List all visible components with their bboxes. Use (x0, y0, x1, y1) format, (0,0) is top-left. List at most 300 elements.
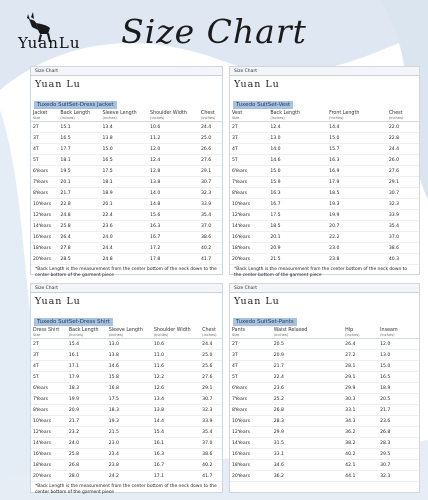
value-cell: 23.6 (272, 383, 343, 394)
table-row (230, 394, 419, 405)
size-cell: 4T (31, 361, 67, 372)
size-cell: 14Years (230, 221, 268, 232)
table-row (230, 361, 419, 372)
value-cell: 23.0 (327, 243, 387, 254)
size-table-panel-vest (229, 66, 420, 278)
panel-brand: Yuan Lu (35, 79, 81, 90)
unit-cell: Size (31, 116, 58, 122)
value-cell: 20.9 (272, 350, 343, 361)
value-cell: 15.0 (378, 361, 419, 372)
value-cell: 33.9 (199, 199, 222, 210)
value-cell: 24.4 (199, 122, 222, 133)
value-cell: 24.2 (107, 471, 152, 482)
size-table-panel-jacket (30, 66, 223, 278)
value-cell: 36.2 (343, 427, 378, 438)
value-cell: 40.2 (343, 449, 378, 460)
value-cell: 28.3 (272, 416, 343, 427)
value-cell: 10.6 (152, 339, 200, 350)
size-cell: 12Years (31, 427, 67, 438)
value-cell: 13.8 (152, 405, 200, 416)
column-header: Waist Relaxed (273, 328, 308, 333)
value-cell: 25.8 (67, 449, 107, 460)
value-cell: 28.1 (343, 361, 378, 372)
size-cell: 3T (230, 133, 268, 144)
table-row (230, 188, 419, 199)
value-cell: 14.6 (107, 361, 152, 372)
value-cell: 18.5 (327, 188, 387, 199)
value-cell: 28.3 (378, 438, 419, 449)
size-cell: 10Years (230, 199, 268, 210)
value-cell: 25.2 (272, 394, 343, 405)
value-cell: 18.5 (268, 221, 327, 232)
value-cell: 15.0 (268, 166, 327, 177)
table-row (31, 372, 222, 383)
value-cell: 17.5 (268, 210, 327, 221)
value-cell: 16.7 (148, 232, 199, 243)
value-cell: 20.9 (268, 243, 327, 254)
unit-cell: (inches) (67, 333, 107, 339)
value-cell: 32.3 (378, 471, 419, 482)
footnote: *Back Length is the measurement from the center bottom of the neck down to the center bottom of the garment piece (234, 267, 408, 278)
value-cell: 22.4 (100, 210, 148, 221)
value-cell: 12.8 (148, 166, 199, 177)
table-row (230, 122, 419, 133)
unit-cell: (inches) (327, 116, 387, 122)
size-cell: 14Years (31, 221, 58, 232)
value-cell: 16.3 (327, 155, 387, 166)
value-cell: 40.3 (387, 254, 419, 265)
value-cell: 17.5 (107, 394, 152, 405)
value-cell: 29.1 (199, 166, 222, 177)
value-cell: 37.0 (199, 221, 222, 232)
value-cell: 24.4 (200, 339, 222, 350)
size-cell: 2T (31, 122, 58, 133)
table-row (31, 383, 222, 394)
value-cell: 33.1 (272, 449, 343, 460)
value-cell: 21.7 (378, 405, 419, 416)
value-cell: 38.6 (199, 232, 222, 243)
column-header: Inseam (380, 328, 398, 333)
value-cell: 33.9 (200, 416, 222, 427)
size-cell: 14Years (230, 438, 272, 449)
size-cell: 8Years (230, 188, 268, 199)
size-cell: 2T (31, 339, 67, 350)
panel-header: Size Chart (31, 67, 222, 76)
table-row (230, 416, 419, 427)
value-cell: 35.4 (387, 221, 419, 232)
size-cell: 6Years (230, 383, 272, 394)
table-row (31, 221, 222, 232)
value-cell: 16.1 (152, 438, 200, 449)
value-cell: 14.4 (327, 122, 387, 133)
value-cell: 16.5 (378, 372, 419, 383)
unit-cell: (inches) (58, 116, 100, 122)
value-cell: 36.2 (272, 471, 343, 482)
table-row (230, 339, 419, 350)
value-cell: 16.5 (58, 133, 100, 144)
value-cell: 17.5 (100, 166, 148, 177)
table-row (31, 177, 222, 188)
table-row (31, 471, 222, 482)
value-cell: 34.6 (272, 460, 343, 471)
table-row (230, 144, 419, 155)
value-cell: 42.1 (343, 460, 378, 471)
unit-cell: (inches) (378, 333, 419, 339)
table-row (31, 254, 222, 265)
value-cell: 26.0 (387, 155, 419, 166)
table-row (230, 471, 419, 482)
value-cell: 11.0 (152, 350, 200, 361)
value-cell: 25.0 (199, 133, 222, 144)
value-cell: 22.8 (387, 133, 419, 144)
column-header: Hip (345, 328, 354, 333)
table-row (230, 383, 419, 394)
column-header: Shoulder Width (153, 328, 191, 333)
value-cell: 35.4 (200, 427, 222, 438)
value-cell: 20.9 (67, 405, 107, 416)
column-header: Front Length (329, 111, 360, 116)
size-cell: 10Years (230, 416, 272, 427)
value-cell: 23.4 (107, 449, 152, 460)
value-cell: 20.7 (327, 221, 387, 232)
value-cell: 13.0 (107, 339, 152, 350)
value-cell: 16.8 (107, 383, 152, 394)
table-row (31, 460, 222, 471)
value-cell: 19.9 (327, 210, 387, 221)
value-cell: 28.5 (58, 254, 100, 265)
unit-cell: (inches) (200, 333, 222, 339)
table-row (31, 449, 222, 460)
value-cell: 17.9 (327, 177, 387, 188)
value-cell: 23.6 (378, 416, 419, 427)
value-cell: 27.6 (387, 166, 419, 177)
value-cell: 12.0 (378, 339, 419, 350)
value-cell: 26.8 (272, 405, 343, 416)
unit-cell: Size (230, 116, 268, 122)
value-cell: 24.8 (100, 254, 148, 265)
value-cell: 10.6 (148, 122, 199, 133)
table-row (31, 155, 222, 166)
value-cell: 14.0 (268, 144, 327, 155)
table-row (230, 133, 419, 144)
value-cell: 21.7 (272, 361, 343, 372)
value-cell: 24.8 (58, 210, 100, 221)
value-cell: 17.9 (67, 372, 107, 383)
table-row (230, 438, 419, 449)
table-row (31, 122, 222, 133)
size-cell: 6Years (230, 166, 268, 177)
size-cell: 20Years (31, 254, 58, 265)
value-cell: 38.6 (200, 449, 222, 460)
panel-header: Size Chart (230, 67, 419, 76)
unit-cell: Size (31, 333, 67, 339)
panel-brand: Yuan Lu (234, 79, 280, 90)
size-cell: 5T (230, 372, 272, 383)
value-cell: 26.6 (199, 144, 222, 155)
table-row (230, 210, 419, 221)
value-cell: 23.8 (327, 254, 387, 265)
value-cell: 16.9 (327, 166, 387, 177)
value-cell: 15.0 (327, 133, 387, 144)
unit-cell: (inches) (148, 116, 199, 122)
size-table (230, 110, 419, 265)
panel-brand: Yuan Lu (35, 296, 81, 307)
table-row (31, 405, 222, 416)
unit-cell: (inches) (107, 333, 152, 339)
value-cell: 41.7 (199, 254, 222, 265)
table-row (230, 254, 419, 265)
size-cell: 7Years (31, 394, 67, 405)
size-table (31, 110, 222, 265)
column-header: Back Length (68, 328, 99, 333)
value-cell: 35.4 (199, 210, 222, 221)
panel-brand: Yuan Lu (234, 296, 280, 307)
value-cell: 32.3 (387, 199, 419, 210)
table-row (31, 188, 222, 199)
column-header: Jacket (33, 111, 48, 116)
value-cell: 15.4 (152, 427, 200, 438)
value-cell: 24.4 (387, 144, 419, 155)
value-cell: 16.7 (268, 199, 327, 210)
value-cell: 40.2 (199, 243, 222, 254)
value-cell: 40.2 (200, 460, 222, 471)
column-header: Chest (202, 328, 216, 333)
table-row (31, 361, 222, 372)
size-cell: 4T (230, 361, 272, 372)
value-cell: 34.3 (343, 416, 378, 427)
column-header: Sleeve Length (102, 111, 137, 116)
size-cell: 16Years (230, 232, 268, 243)
value-cell: 16.3 (152, 449, 200, 460)
value-cell: 30.7 (200, 394, 222, 405)
value-cell: 29.1 (343, 372, 378, 383)
value-cell: 37.0 (200, 438, 222, 449)
table-row (31, 133, 222, 144)
table-row (230, 177, 419, 188)
value-cell: 13.4 (152, 394, 200, 405)
size-cell: 8Years (31, 405, 67, 416)
value-cell: 16.3 (148, 221, 199, 232)
value-cell: 29.1 (387, 177, 419, 188)
column-header: Shoulder Width (150, 111, 187, 116)
table-row (230, 199, 419, 210)
value-cell: 28.0 (67, 471, 107, 482)
value-cell: 20.5 (378, 394, 419, 405)
table-row (31, 232, 222, 243)
size-cell: 4T (31, 144, 58, 155)
value-cell: 15.8 (107, 372, 152, 383)
value-cell: 16.1 (67, 350, 107, 361)
value-cell: 14.8 (148, 199, 199, 210)
value-cell: 11.6 (152, 361, 200, 372)
value-cell: 24.0 (67, 438, 107, 449)
value-cell: 13.8 (100, 133, 148, 144)
table-row (31, 438, 222, 449)
size-cell: 18Years (31, 460, 67, 471)
value-cell: 17.1 (152, 471, 200, 482)
value-cell: 16.7 (152, 460, 200, 471)
size-cell: 18Years (31, 243, 58, 254)
size-cell: 4T (230, 144, 268, 155)
column-header: Dress Shirt (33, 328, 60, 333)
size-table (230, 327, 419, 482)
size-cell: 10Years (31, 199, 58, 210)
value-cell: 26.4 (343, 339, 378, 350)
value-cell: 22.0 (387, 122, 419, 133)
size-cell: 5T (31, 155, 58, 166)
size-cell: 8Years (31, 188, 58, 199)
size-cell: 3T (230, 350, 272, 361)
value-cell: 22.2 (327, 232, 387, 243)
table-row (230, 405, 419, 416)
value-cell: 29.5 (378, 449, 419, 460)
value-cell: 14.4 (152, 416, 200, 427)
value-cell: 20.1 (58, 177, 100, 188)
value-cell: 33.9 (387, 210, 419, 221)
column-header: Back Length (270, 111, 301, 116)
table-row (230, 232, 419, 243)
value-cell: 12.2 (152, 372, 200, 383)
size-cell: 2T (230, 339, 272, 350)
column-header: Chest (200, 111, 215, 116)
size-cell: 16Years (31, 449, 67, 460)
table-row (31, 210, 222, 221)
brand-logo-text: YuanLu (18, 34, 81, 52)
value-cell: 24.0 (100, 232, 148, 243)
value-cell: 41.7 (200, 471, 222, 482)
size-cell: 7Years (31, 177, 58, 188)
value-cell: 26.4 (58, 232, 100, 243)
size-cell: 18Years (230, 460, 272, 471)
panel-header: Size Chart (230, 284, 419, 293)
panel-subtitle: Tuxedo SuitSet-Dress Jacket (34, 101, 117, 109)
value-cell: 14.6 (268, 155, 327, 166)
value-cell: 21.7 (58, 188, 100, 199)
value-cell: 18.3 (67, 383, 107, 394)
value-cell: 29.9 (272, 427, 343, 438)
table-row (31, 243, 222, 254)
value-cell: 21.5 (107, 427, 152, 438)
size-cell: 20Years (230, 254, 268, 265)
footnote: *Back Length is the measurement from the center bottom of the neck down to the center bottom of the garment piece (35, 267, 217, 278)
value-cell: 19.9 (67, 394, 107, 405)
value-cell: 13.8 (107, 350, 152, 361)
value-cell: 12.0 (148, 144, 199, 155)
value-cell: 25.0 (200, 350, 222, 361)
table-row (230, 449, 419, 460)
value-cell: 13.4 (100, 122, 148, 133)
column-header: Sleeve Length (108, 328, 143, 333)
value-cell: 23.0 (107, 438, 152, 449)
value-cell: 19.5 (58, 166, 100, 177)
size-cell: 5T (31, 372, 67, 383)
size-cell: 12Years (230, 210, 268, 221)
unit-cell: (inches) (387, 116, 419, 122)
value-cell: 30.7 (378, 460, 419, 471)
value-cell: 13.8 (148, 177, 199, 188)
value-cell: 26.8 (378, 427, 419, 438)
size-cell: 20Years (230, 471, 272, 482)
value-cell: 33.1 (343, 405, 378, 416)
column-header: Back Length (60, 111, 91, 116)
value-cell: 23.6 (100, 221, 148, 232)
value-cell: 27.2 (343, 350, 378, 361)
value-cell: 15.1 (58, 122, 100, 133)
value-cell: 15.7 (327, 144, 387, 155)
table-row (31, 416, 222, 427)
value-cell: 15.4 (67, 339, 107, 350)
value-cell: 27.8 (58, 243, 100, 254)
value-cell: 18.9 (100, 188, 148, 199)
unit-cell: (inches) (152, 333, 200, 339)
value-cell: 12.4 (148, 155, 199, 166)
size-cell: 3T (31, 133, 58, 144)
table-row (230, 243, 419, 254)
value-cell: 18.1 (58, 155, 100, 166)
value-cell: 26.8 (67, 460, 107, 471)
table-row (230, 427, 419, 438)
column-header: Chest (388, 111, 403, 116)
value-cell: 23.2 (67, 427, 107, 438)
panel-subtitle: Tuxedo SuitSet-Vest (233, 101, 293, 109)
value-cell: 19.3 (107, 416, 152, 427)
value-cell: 24.4 (100, 243, 148, 254)
value-cell: 18.1 (100, 177, 148, 188)
value-cell: 12.4 (268, 122, 327, 133)
table-row (31, 427, 222, 438)
size-cell: 5T (230, 155, 268, 166)
value-cell: 22.8 (58, 199, 100, 210)
value-cell: 15.0 (100, 144, 148, 155)
size-cell: 20Years (31, 471, 67, 482)
value-cell: 29.1 (200, 383, 222, 394)
value-cell: 27.6 (199, 155, 222, 166)
size-cell: 14Years (31, 438, 67, 449)
table-row (230, 460, 419, 471)
panel-header: Size Chart (31, 284, 222, 293)
value-cell: 21.5 (268, 254, 327, 265)
value-cell: 25.6 (200, 361, 222, 372)
value-cell: 23.8 (107, 460, 152, 471)
footnote: *Back Length is the measurement from the center bottom of the neck down to the center bottom of the garment piece (35, 484, 217, 495)
table-row (31, 144, 222, 155)
size-cell: 16Years (230, 449, 272, 460)
size-cell: 18Years (230, 243, 268, 254)
value-cell: 22.4 (272, 372, 343, 383)
value-cell: 11.2 (148, 133, 199, 144)
value-cell: 30.7 (199, 177, 222, 188)
size-cell: 10Years (31, 416, 67, 427)
table-row (230, 372, 419, 383)
value-cell: 15.9 (268, 177, 327, 188)
value-cell: 12.6 (152, 383, 200, 394)
value-cell: 19.3 (327, 199, 387, 210)
size-cell: 7Years (230, 394, 272, 405)
table-row (31, 166, 222, 177)
size-cell: 3T (31, 350, 67, 361)
value-cell: 38.6 (387, 243, 419, 254)
table-row (230, 155, 419, 166)
value-cell: 20.1 (100, 199, 148, 210)
table-row (31, 394, 222, 405)
value-cell: 37.0 (387, 232, 419, 243)
value-cell: 38.2 (343, 438, 378, 449)
size-table-panel-shirt (30, 283, 223, 493)
value-cell: 13.0 (378, 350, 419, 361)
value-cell: 20.5 (272, 339, 343, 350)
unit-cell: (inches) (100, 116, 148, 122)
table-row (31, 350, 222, 361)
